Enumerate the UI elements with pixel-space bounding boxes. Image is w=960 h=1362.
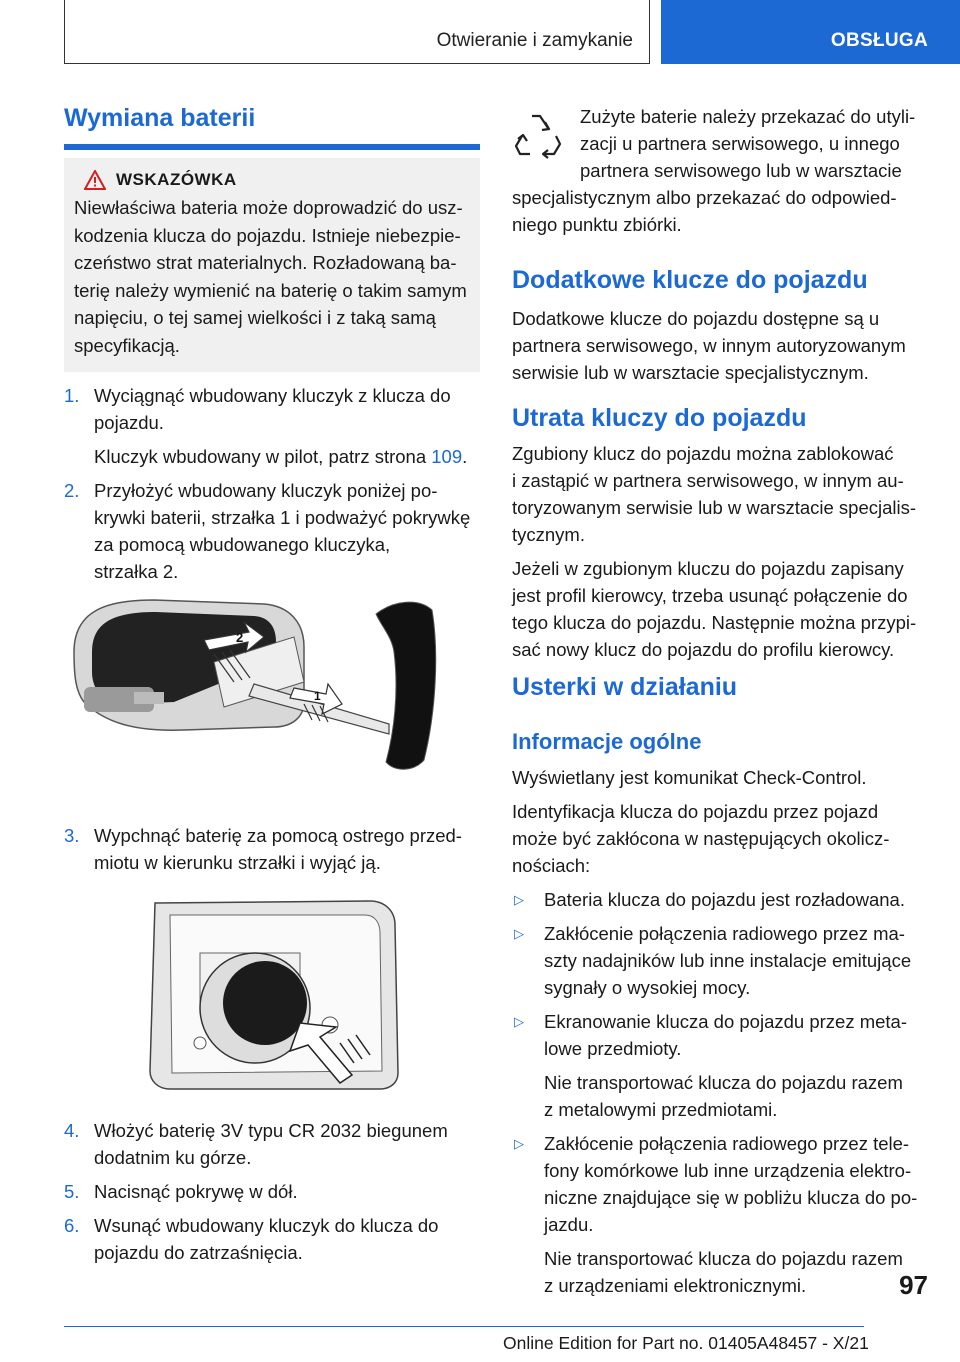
step-number: 1. [64, 385, 80, 406]
text-line: jest profil kierowcy, trzeba usunąć połączenie do [512, 585, 908, 606]
warning-box [64, 158, 480, 372]
footer-rule [64, 1326, 864, 1327]
subheading-general-info: Informacje ogólne [512, 729, 702, 754]
warning-header [84, 170, 470, 190]
recycle-note [512, 103, 932, 238]
text-line: serwisie lub w warsztacie specjalistycznym. [512, 362, 869, 383]
text-line: może być zakłócona w następujących okolicz- [512, 828, 890, 849]
text-line: Wyświetlany jest komunikat Check-Control. [512, 767, 867, 788]
section-heading-lost-keys: Utrata kluczy do pojazdu [512, 404, 807, 432]
bullet-note: Nie transportować klucza do pojazdu razem [544, 1248, 903, 1269]
step-line: Wsunąć wbudowany kluczyk do klucza do [94, 1215, 439, 1236]
text-line: partnera serwisowego, w innym autoryzowanym [512, 335, 906, 356]
step-line: krywki baterii, strzałka 1 i podważyć pokrywkę [94, 507, 471, 528]
step-number: 5. [64, 1181, 80, 1202]
recycle-line: specjalistycznym albo przekazać do odpowied- [512, 187, 897, 208]
bullet-item [512, 920, 932, 1001]
step-2 [64, 477, 484, 585]
bullet-note: z metalowymi przedmiotami. [544, 1099, 778, 1120]
text-line: Identyfikacja klucza do pojazdu przez pojazd [512, 801, 879, 822]
warning-text [74, 194, 470, 359]
step-1-note [94, 443, 484, 470]
step-3 [64, 822, 484, 876]
step-line: strzałka 2. [94, 561, 179, 582]
step-line: Przyłożyć wbudowany kluczyk poniżej po- [94, 480, 438, 501]
recycle-line: Zużyte baterie należy przekazać do utyli- [580, 106, 916, 127]
step-number: 2. [64, 480, 80, 501]
bullet-line: sygnały o wysokiej mocy. [544, 977, 751, 998]
section-heading-battery: Wymiana baterii [64, 104, 256, 132]
text-line: nościach: [512, 855, 591, 876]
page-link[interactable]: 109 [431, 446, 463, 467]
bullet-line: jazdu. [544, 1214, 594, 1235]
heading-rule [64, 144, 480, 150]
footer-edition: Online Edition for Part no. 01405A48457 - X/21 [503, 1333, 869, 1353]
step-number: 3. [64, 825, 80, 846]
bullet-item [512, 1130, 932, 1299]
step-4 [64, 1117, 484, 1171]
step-line: Wyciągnąć wbudowany kluczyk z klucza do [94, 385, 451, 406]
warning-line: napięciu, o tej samej wielkości i z taką samą [74, 307, 436, 328]
bullet-line: niczne znajdujące się w pobliżu klucza do po- [544, 1187, 918, 1208]
section-tab[interactable] [661, 0, 960, 64]
text-line: sać nowy klucz do pojazdu do profilu kierowcy. [512, 639, 895, 660]
step-line: miotu w kierunku strzałki i wyjąć ją. [94, 852, 381, 873]
warning-line: czeństwo strat materialnych. Rozładowaną ba- [74, 252, 457, 273]
text-line: Dodatkowe klucze do pojazdu dostępne są u [512, 308, 880, 329]
section-tab-label: OBSŁUGA [830, 30, 928, 51]
bullet-line: fony komórkowe lub inne urządzenia elektro- [544, 1160, 912, 1181]
step-line: dodatnim ku górze. [94, 1147, 252, 1168]
text-line: i zastąpić w partnera serwisowego, w innym au- [512, 470, 904, 491]
triangle-bullet-icon: ▷ [514, 892, 524, 907]
malfunction-text [512, 764, 932, 1299]
step-line: Wypchnąć baterię za pomocą ostrego przed- [94, 825, 462, 846]
step-line: pojazdu. [94, 412, 164, 433]
step-number: 6. [64, 1215, 80, 1236]
battery-removal-illustration [140, 893, 440, 1093]
text-line: tycznym. [512, 524, 585, 545]
text-line: Zgubiony klucz do pojazdu można zablokować [512, 443, 894, 464]
step-line: Nacisnąć pokrywę w dół. [94, 1181, 298, 1202]
step-5 [64, 1178, 484, 1205]
step-line: za pomocą wbudowanego kluczyka, [94, 534, 391, 555]
triangle-bullet-icon: ▷ [514, 1014, 524, 1029]
note-text: Kluczyk wbudowany w pilot, patrz strona [94, 446, 432, 467]
bullet-note: z urządzeniami elektronicznymi. [544, 1275, 807, 1296]
extra-keys-text [512, 305, 932, 386]
bullet-line: Zakłócenie połączenia radiowego przez tele- [544, 1133, 910, 1154]
bullet-item [512, 886, 932, 913]
triangle-bullet-icon: ▷ [514, 1136, 524, 1151]
recycle-line: partnera serwisowego lub w warsztacie [580, 160, 902, 181]
bullet-line: lowe przedmioty. [544, 1038, 682, 1059]
warning-line: terię należy wymienić na baterię o takim samym [74, 279, 467, 301]
chapter-title: Otwieranie i zamykanie [436, 30, 633, 51]
warning-line: Niewłaściwa bateria może doprowadzić do usz- [74, 197, 463, 218]
warning-line: kodzenia klucza do pojazdu. Istnieje niebezpie- [74, 224, 461, 246]
text-line: tego klucza do pojazdu. Następnie można przypi- [512, 612, 917, 633]
section-heading-malfunctions: Usterki w działaniu [512, 673, 738, 701]
text-line: Jeżeli w zgubionym kluczu do pojazdu zapisany [512, 558, 904, 579]
step-number: 4. [64, 1120, 80, 1141]
warning-title: WSKAZÓWKA [116, 170, 237, 189]
key-blade-illustration [64, 592, 484, 782]
lost-keys-text [512, 440, 932, 663]
recycle-line: niego punktu zbiórki. [512, 214, 682, 235]
text-line: toryzowanym serwisie lub w warsztacie specjalis- [512, 497, 917, 518]
bullet-line: Bateria klucza do pojazdu jest rozładowana. [544, 889, 905, 910]
note-punct: . [462, 446, 468, 467]
step-line: pojazdu do zatrzaśnięcia. [94, 1242, 303, 1263]
bullet-item [512, 1008, 932, 1123]
section-heading-extra-keys: Dodatkowe klucze do pojazdu [512, 266, 868, 294]
warning-line: specyfikacją. [74, 334, 180, 356]
warning-triangle-icon [84, 170, 106, 190]
header-title-box [64, 0, 650, 64]
triangle-bullet-icon: ▷ [514, 926, 524, 941]
bullet-line: Zakłócenie połączenia radiowego przez ma- [544, 923, 905, 944]
bullet-note: Nie transportować klucza do pojazdu razem [544, 1072, 903, 1093]
page-number: 97 [899, 1270, 928, 1300]
arrow-label-2: 2 [236, 630, 244, 645]
step-1 [64, 382, 484, 436]
arrow-label-1: 1 [314, 689, 321, 703]
bullet-line: Ekranowanie klucza do pojazdu przez meta- [544, 1011, 907, 1032]
step-6 [64, 1212, 484, 1266]
step-line: Włożyć baterię 3V typu CR 2032 biegunem [94, 1120, 448, 1141]
bullet-line: szty nadajników lub inne instalacje emitujące [544, 950, 912, 971]
recycle-line: zacji u partnera serwisowego, u innego [580, 133, 900, 154]
